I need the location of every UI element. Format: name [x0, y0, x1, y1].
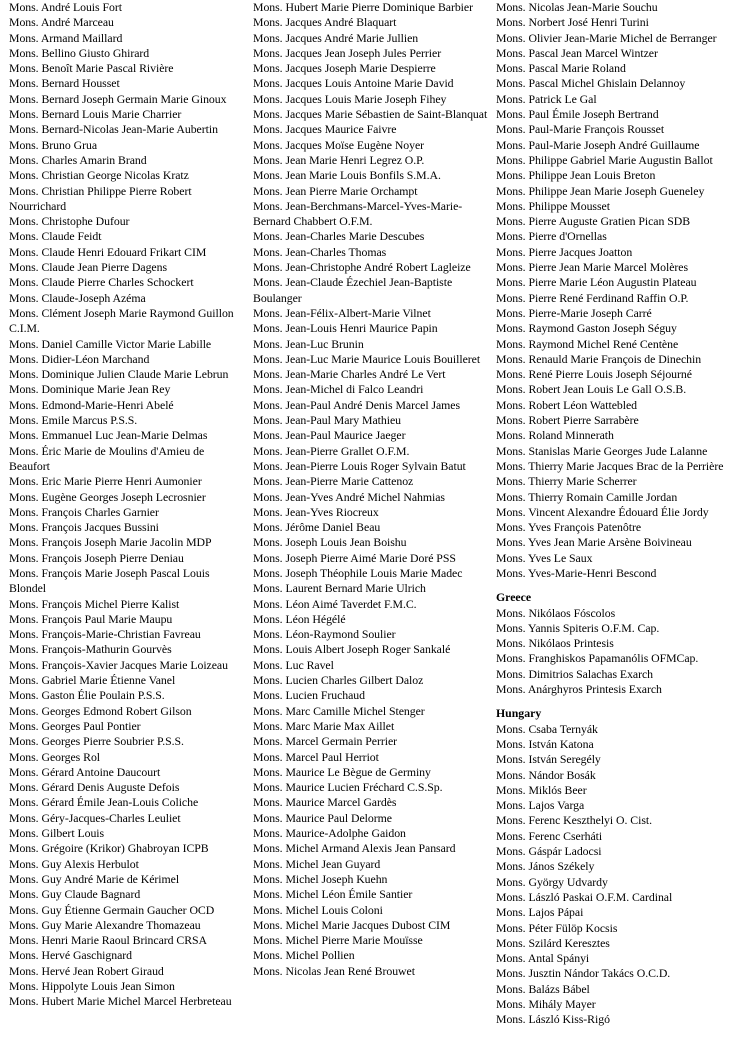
- list-item: Mons. Claude Feidt: [9, 229, 102, 244]
- list-item: Mons. François Charles Garnier: [9, 504, 159, 519]
- list-item: Mons. André Marceau: [9, 15, 114, 30]
- list-item: Mons. Pascal Marie Roland: [496, 61, 626, 76]
- list-item: Mons. Gáspár Ladocsi: [496, 844, 602, 859]
- list-item: Mons. Robert Léon Wattebled: [496, 397, 637, 412]
- list-item: Mons. Franghiskos Papamanólis OFMCap.: [496, 651, 699, 666]
- list-item: Mons. Jacques Moïse Eugène Noyer: [253, 137, 425, 152]
- list-item: Mons. Robert Jean Louis Le Gall O.S.B.: [496, 382, 687, 397]
- list-item: Mons. Nicolas Jean René Brouwet: [253, 963, 415, 978]
- list-item: Mons. Jacques Joseph Marie Despierre: [253, 61, 436, 76]
- list-item: Mons. Jean-Louis Henri Maurice Papin: [253, 321, 438, 336]
- list-item: Mons. Michel Marie Jacques Dubost CIM: [253, 917, 451, 932]
- list-item: Mons. Jean-Luc Marie Maurice Louis Bouilleret: [253, 351, 481, 366]
- list-item: Mons. Patrick Le Gal: [496, 91, 597, 106]
- list-item: Mons. Eric Marie Pierre Henri Aumonier: [9, 474, 202, 489]
- list-item: Mons. Guy Alexis Herbulot: [9, 856, 139, 871]
- list-item: Mons. Christian Philippe Pierre Robert Nourrichard: [9, 183, 192, 213]
- list-item: Mons. Csaba Ternyák: [496, 721, 598, 736]
- list-item: Mons. Gérard Antoine Daucourt: [9, 764, 161, 779]
- list-item: Mons. Pierre d'Ornellas: [496, 229, 607, 244]
- list-item: Mons. Dimitrios Salachas Exarch: [496, 666, 654, 681]
- list-item: Mons. Christian George Nicolas Kratz: [9, 168, 189, 183]
- list-item: Mons. Philippe Jean Louis Breton: [496, 168, 656, 183]
- list-item: Mons. István Katona: [496, 736, 594, 751]
- list-item: Mons. Michel Louis Coloni: [253, 902, 383, 917]
- list-item: Mons. François Jacques Bussini: [9, 520, 159, 535]
- list-item: Mons. Jean-Christophe André Robert Lagleize: [253, 260, 471, 275]
- list-item: Mons. Didier-Léon Marchand: [9, 351, 150, 366]
- list-item: Mons. François-Xavier Jacques Marie Loizeau: [9, 657, 228, 672]
- list-item: Mons. Renauld Marie François de Dinechin: [496, 351, 702, 366]
- list-item: Mons. Pascal Jean Marcel Wintzer: [496, 45, 658, 60]
- list-item: Mons. Yves-Marie-Henri Bescond: [496, 565, 657, 580]
- list-item: Mons. Nikólaos Fóscolos: [496, 605, 616, 620]
- section: [9, 0, 247, 1010]
- list-item: Mons. Georges Edmond Robert Gilson: [9, 703, 192, 718]
- list-item: Mons. Gérard Émile Jean-Louis Coliche: [9, 795, 199, 810]
- section: [253, 0, 489, 979]
- list-item: Mons. Szilárd Keresztes: [496, 935, 610, 950]
- list-item: Mons. François Joseph Marie Jacolin MDP: [9, 535, 212, 550]
- list-item: Mons. François Michel Pierre Kalist: [9, 596, 180, 611]
- list-item: Mons. André Louis Fort: [9, 0, 122, 14]
- list-item: Mons. François Joseph Pierre Deniau: [9, 550, 184, 565]
- list-item: Mons. Jean-Charles Thomas: [253, 244, 387, 259]
- list-item: Mons. Norbert José Henri Turini: [496, 15, 649, 30]
- list-item: Mons. Jacques Marie Sébastien de Saint-Blanquat: [253, 107, 488, 122]
- list-item: Mons. Joseph Pierre Aimé Marie Doré PSS: [253, 550, 456, 565]
- list-item: Mons. Marcel Paul Herriot: [253, 749, 379, 764]
- list-item: Mons. Emmanuel Luc Jean-Marie Delmas: [9, 428, 208, 443]
- list-item: Mons. Jean Marie Henri Legrez O.P.: [253, 152, 425, 167]
- list-item: Mons. Jean-Yves André Michel Nahmias: [253, 489, 445, 504]
- list-item: Mons. Claude Pierre Charles Schockert: [9, 275, 194, 290]
- list-item: Mons. Paul Émile Joseph Bertrand: [496, 107, 659, 122]
- list-item: Mons. Laurent Bernard Marie Ulrich: [253, 581, 426, 596]
- list-item: Mons. Philippe Mousset: [496, 198, 610, 213]
- list-item: Mons. Jean-Paul Maurice Jaeger: [253, 428, 406, 443]
- list-item: Mons. Jean Marie Louis Bonfils S.M.A.: [253, 168, 441, 183]
- list-item: Mons. Guy Étienne Germain Gaucher OCD: [9, 902, 215, 917]
- section: [496, 706, 728, 1027]
- list-item: Mons. Bernard Joseph Germain Marie Ginoux: [9, 91, 227, 106]
- list-item: Mons. Maurice Paul Delorme: [253, 810, 392, 825]
- list-item: Mons. Nikólaos Printesis: [496, 636, 614, 651]
- list-item: Mons. Maurice Le Bègue de Germiny: [253, 764, 431, 779]
- list-item: Mons. Georges Pierre Soubrier P.S.S.: [9, 734, 184, 749]
- list-item: Mons. Edmond-Marie-Henri Abelé: [9, 397, 174, 412]
- list-item: Mons. Gérard Denis Auguste Defois: [9, 780, 180, 795]
- list-item: Mons. Nándor Bosák: [496, 767, 596, 782]
- list-item: Mons. Bernard Louis Marie Charrier: [9, 107, 182, 122]
- list-item: Mons. Maurice Marcel Gardès: [253, 795, 397, 810]
- list-item: Mons. Jacques Maurice Faivre: [253, 122, 397, 137]
- list-item: Mons. Henri Marie Raoul Brincard CRSA: [9, 933, 208, 948]
- list-item: Mons. François Marie Joseph Pascal Louis Blondel: [9, 565, 210, 596]
- list-item: Mons. Jean Pierre Marie Orchampt: [253, 183, 418, 198]
- list-item: Mons. Hervé Jean Robert Giraud: [9, 963, 164, 978]
- section-heading: Greece: [496, 590, 532, 605]
- list-item: Mons. Léon Aimé Taverdet F.M.C.: [253, 596, 417, 611]
- list-item: Mons. Guy Marie Alexandre Thomazeau: [9, 917, 201, 932]
- list-item: Mons. Yannis Spiteris O.F.M. Cap.: [496, 620, 660, 635]
- list-item: Mons. Hubert Marie Pierre Dominique Barbier: [253, 0, 473, 14]
- list-item: Mons. Lajos Pápai: [496, 905, 584, 920]
- list-item: Mons. Bruno Grua: [9, 137, 97, 152]
- list-item: Mons. Géry-Jacques-Charles Leuliet: [9, 810, 181, 825]
- list-item: Mons. Jean-Pierre Louis Roger Sylvain Batut: [253, 458, 466, 473]
- list-item: Mons. Luc Ravel: [253, 657, 334, 672]
- list-item: Mons. Jean-Paul André Denis Marcel James: [253, 397, 461, 412]
- list-item: Mons. Daniel Camille Victor Marie Labille: [9, 336, 212, 351]
- list-item: Mons. Lucien Fruchaud: [253, 688, 365, 703]
- list-item: Mons. Jacques Jean Joseph Jules Perrier: [253, 45, 442, 60]
- list-item: Mons. Jacques Louis Marie Joseph Fihey: [253, 91, 447, 106]
- list-item: Mons. Michel Pollien: [253, 948, 355, 963]
- section: [496, 590, 728, 697]
- list-item: Mons. Dominique Marie Jean Rey: [9, 382, 171, 397]
- list-item: Mons. Pierre Jacques Joatton: [496, 244, 633, 259]
- list-item: Mons. Clément Joseph Marie Raymond Guillon C.I.M.: [9, 305, 234, 336]
- list-item: Mons. Jean-Pierre Marie Cattenoz: [253, 474, 414, 489]
- list-item: Mons. Lajos Varga: [496, 798, 585, 813]
- list-item: Mons. Hippolyte Louis Jean Simon: [9, 979, 175, 993]
- list-item: Mons. Mihály Mayer: [496, 997, 596, 1011]
- list-item: Mons. Jusztin Nándor Takács O.C.D.: [496, 966, 671, 981]
- list-item: Mons. Guy André Marie de Kérimel: [9, 871, 180, 886]
- list-item: Mons. Hervé Gaschignard: [9, 948, 133, 963]
- list-item: Mons. Michel Joseph Kuehn: [253, 871, 388, 886]
- list-item: Mons. François Paul Marie Maupu: [9, 611, 173, 626]
- list-item: Mons. Benoît Marie Pascal Rivière: [9, 61, 174, 76]
- list-item: Mons. Lucien Charles Gilbert Daloz: [253, 673, 424, 688]
- list-item: Mons. Balázs Bábel: [496, 981, 590, 996]
- list-item: Mons. Raymond Michel René Centène: [496, 336, 679, 351]
- list-item: Mons. László Paskai O.F.M. Cardinal: [496, 889, 673, 904]
- list-item: Mons. Guy Claude Bagnard: [9, 887, 141, 902]
- list-item: Mons. Pascal Michel Ghislain Delannoy: [496, 76, 686, 91]
- list-item: Mons. Raymond Gaston Joseph Séguy: [496, 321, 677, 336]
- list-item: Mons. Pierre-Marie Joseph Carré: [496, 305, 652, 320]
- list-item: Mons. François-Marie-Christian Favreau: [9, 627, 201, 642]
- list-item: Mons. Miklós Beer: [496, 782, 587, 797]
- list-item: Mons. Robert Pierre Sarrabère: [496, 413, 639, 428]
- list-item: Mons. Yves Le Saux: [496, 550, 593, 565]
- list-item: Mons. Antal Spányi: [496, 951, 590, 966]
- list-item: Mons. Claude Jean Pierre Dagens: [9, 260, 167, 275]
- list-item: Mons. Thierry Romain Camille Jordan: [496, 489, 678, 504]
- list-item: Mons. Georges Rol: [9, 749, 101, 764]
- list-item: Mons. Dominique Julien Claude Marie Lebrun: [9, 367, 229, 382]
- list-item: Mons. Gabriel Marie Étienne Vanel: [9, 673, 176, 688]
- list-item: Mons. Roland Minnerath: [496, 428, 614, 443]
- list-item: Mons. Pierre Auguste Gratien Pican SDB: [496, 214, 691, 229]
- list-item: Mons. Péter Fülöp Kocsis: [496, 920, 618, 935]
- list-item: Mons. Jérôme Daniel Beau: [253, 520, 381, 535]
- list-item: Mons. Jacques André Blaquart: [253, 15, 397, 30]
- list-item: Mons. Louis Albert Joseph Roger Sankalé: [253, 642, 451, 657]
- list-item: Mons. Charles Amarin Brand: [9, 152, 147, 167]
- list-item: Mons. Paul-Marie Joseph André Guillaume: [496, 137, 700, 152]
- section-heading: Hungary: [496, 706, 542, 721]
- list-item: Mons. Stanislas Marie Georges Jude Lalanne: [496, 443, 708, 458]
- list-item: Mons. Gaston Élie Poulain P.S.S.: [9, 688, 165, 703]
- list-item: Mons. Hubert Marie Michel Marcel Herbreteau: [9, 994, 232, 1009]
- list-item: Mons. Thierry Marie Jacques Brac de la Perrière: [496, 458, 724, 473]
- list-item: Mons. Marc Camille Michel Stenger: [253, 703, 425, 718]
- list-item: Mons. Jean-Charles Marie Descubes: [253, 229, 425, 244]
- list-item: Mons. István Seregély: [496, 752, 601, 767]
- list-item: Mons. Yves Jean Marie Arsène Boivineau: [496, 535, 692, 550]
- list-item: Mons. Jean-Paul Mary Mathieu: [253, 413, 402, 428]
- column-2: [253, 0, 489, 979]
- list-item: Mons. Éric Marie de Moulins d'Amieu de Beaufort: [9, 443, 205, 473]
- list-item: Mons. Christophe Dufour: [9, 214, 130, 229]
- section: [496, 0, 728, 581]
- list-item: Mons. Bellino Giusto Ghirard: [9, 45, 150, 60]
- list-item: Mons. Jean-Berchmans-Marcel-Yves-Marie-Bernard Chabbert O.F.M.: [253, 198, 463, 229]
- list-item: Mons. Philippe Gabriel Marie Augustin Ballot: [496, 152, 713, 167]
- list-item: Mons. Maurice-Adolphe Gaidon: [253, 826, 406, 841]
- list-item: Mons. Michel Jean Guyard: [253, 856, 381, 871]
- list-item: Mons. Joseph Théophile Louis Marie Madec: [253, 565, 463, 580]
- list-item: Mons. Pierre Jean Marie Marcel Molères: [496, 260, 689, 275]
- list-item: Mons. Anárghyros Printesis Exarch: [496, 682, 662, 697]
- list-item: Mons. Michel Pierre Marie Mouïsse: [253, 933, 423, 948]
- list-item: Mons. János Székely: [496, 859, 595, 874]
- list-item: Mons. Grégoire (Krikor) Ghabroyan ICPB: [9, 841, 209, 856]
- list-item: Mons. Jean-Claude Ézechiel Jean-Baptiste Boulanger: [253, 275, 453, 305]
- list-item: Mons. Michel Armand Alexis Jean Pansard: [253, 841, 456, 856]
- list-item: Mons. Georges Paul Pontier: [9, 718, 141, 733]
- list-item: Mons. Pierre René Ferdinand Raffin O.P.: [496, 290, 689, 305]
- list-item: Mons. Gilbert Louis: [9, 826, 105, 841]
- list-item: Mons. Philippe Jean Marie Joseph Gueneley: [496, 183, 705, 198]
- list-item: Mons. Pierre Marie Léon Augustin Plateau: [496, 275, 697, 290]
- list-item: Mons. Paul-Marie François Rousset: [496, 122, 665, 137]
- list-item: Mons. György Udvardy: [496, 874, 608, 889]
- list-item: Mons. Jean-Michel di Falco Leandri: [253, 382, 424, 397]
- list-item: Mons. Eugène Georges Joseph Lecrosnier: [9, 489, 206, 504]
- list-item: Mons. Jean-Pierre Grallet O.F.M.: [253, 443, 410, 458]
- column-3: [496, 0, 728, 1028]
- list-item: Mons. Marc Marie Max Aillet: [253, 718, 395, 733]
- list-item: Mons. Léon Hégélé: [253, 611, 346, 626]
- list-item: Mons. Armand Maillard: [9, 30, 123, 45]
- list-item: Mons. Vincent Alexandre Édouard Élie Jordy: [496, 504, 709, 519]
- list-item: Mons. Thierry Marie Scherrer: [496, 474, 637, 489]
- list-item: Mons. László Kiss-Rigó: [496, 1012, 610, 1027]
- list-item: Mons. Claude Henri Edouard Frikart CIM: [9, 244, 207, 259]
- list-item: Mons. Jacques André Marie Jullien: [253, 30, 419, 45]
- list-item: Mons. Olivier Jean-Marie Michel de Berranger: [496, 30, 717, 45]
- list-item: Mons. Bernard-Nicolas Jean-Marie Aubertin: [9, 122, 218, 137]
- list-item: Mons. René Pierre Louis Joseph Séjourné: [496, 367, 692, 382]
- list-item: Mons. Michel Léon Émile Santier: [253, 887, 413, 902]
- list-item: Mons. Ferenc Cserháti: [496, 828, 603, 843]
- column-1: [9, 0, 247, 1010]
- list-item: Mons. Nicolas Jean-Marie Souchu: [496, 0, 658, 14]
- list-item: Mons. Jean-Félix-Albert-Marie Vilnet: [253, 305, 431, 320]
- list-item: Mons. Marcel Germain Perrier: [253, 734, 398, 749]
- list-item: Mons. François-Mathurin Gourvès: [9, 642, 172, 657]
- list-item: Mons. Yves François Patenôtre: [496, 520, 642, 535]
- list-item: Mons. Bernard Housset: [9, 76, 120, 91]
- list-item: Mons. Jacques Louis Antoine Marie David: [253, 76, 454, 91]
- list-item: Mons. Jean-Marie Charles André Le Vert: [253, 367, 446, 382]
- list-item: Mons. Jean-Luc Brunin: [253, 336, 364, 351]
- list-item: Mons. Ferenc Keszthelyi O. Cist.: [496, 813, 652, 828]
- list-item: Mons. Claude-Joseph Azéma: [9, 290, 146, 305]
- list-item: Mons. Maurice Lucien Fréchard C.S.Sp.: [253, 780, 443, 795]
- list-item: Mons. Joseph Louis Jean Boishu: [253, 535, 407, 550]
- list-item: Mons. Léon-Raymond Soulier: [253, 627, 396, 642]
- list-item: Mons. Jean-Yves Riocreux: [253, 504, 379, 519]
- list-item: Mons. Emile Marcus P.S.S.: [9, 413, 138, 428]
